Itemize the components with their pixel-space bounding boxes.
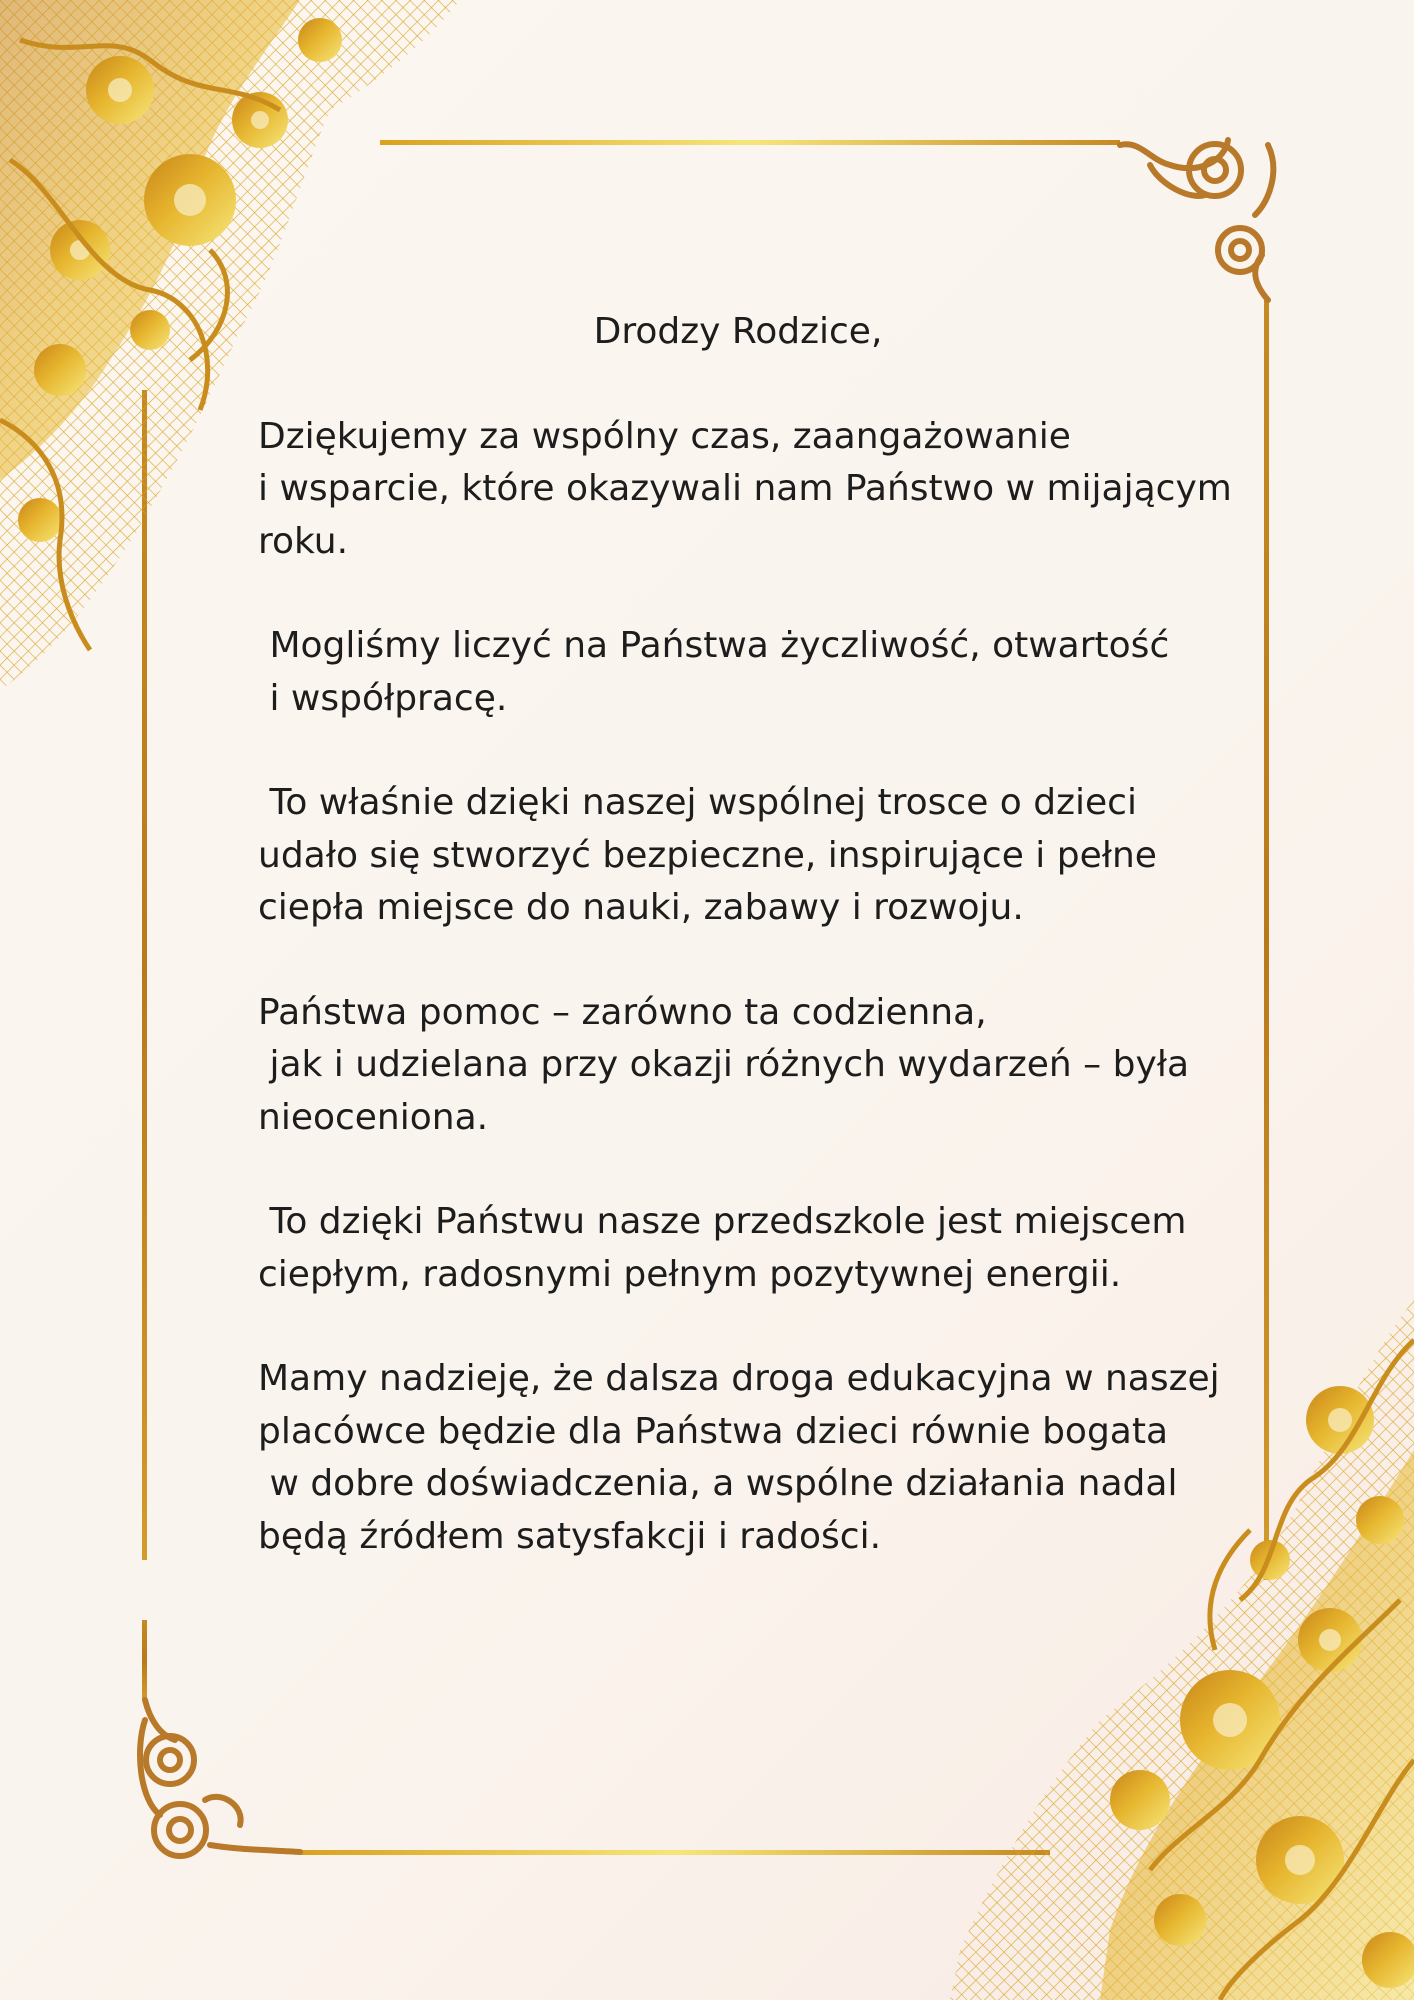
letter-body bbox=[258, 306, 1238, 1615]
greeting: Drodzy Rodzice, bbox=[593, 311, 883, 352]
text-line: udało się stworzyć bezpieczne, inspirujące i pełne bbox=[258, 834, 1157, 876]
corner-scroll-bottom-left bbox=[140, 1700, 300, 1856]
text-line: Mamy nadzieję, że dalsza droga edukacyjna w naszej bbox=[258, 1358, 1220, 1399]
frame-bottom-line bbox=[300, 1850, 1050, 1855]
paragraph-hope bbox=[258, 1353, 1238, 1563]
paragraph-kindness bbox=[258, 620, 1238, 725]
paragraph-kindergarten bbox=[258, 1196, 1238, 1301]
text-line: Dziękujemy za wspólny czas, zaangażowanie bbox=[258, 415, 1071, 457]
text-line: To dzięki Państwu nasze przedszkole jest miejscem bbox=[258, 1201, 1187, 1242]
paragraph-care bbox=[258, 777, 1238, 935]
text-line: ciepła miejsce do nauki, zabawy i rozwoju. bbox=[258, 887, 1024, 928]
text-line: ciepłym, radosnymi pełnym pozytywnej energii. bbox=[258, 1253, 1122, 1295]
frame-left-line-bottom bbox=[142, 1620, 147, 1700]
text-line: w dobre doświadczenia, a wspólne działania nadal bbox=[258, 1463, 1178, 1504]
frame-right-line bbox=[1264, 300, 1269, 1580]
paragraph-help bbox=[258, 987, 1238, 1145]
text-line: nieoceniona. bbox=[258, 1096, 489, 1138]
frame-top-line bbox=[380, 140, 1120, 145]
text-line: roku. bbox=[258, 520, 349, 562]
text-line: będą źródłem satysfakcji i radości. bbox=[258, 1515, 882, 1557]
text-line: Mogliśmy liczyć na Państwa życzliwość, otwartość bbox=[258, 625, 1170, 666]
corner-scroll-top-right bbox=[1120, 140, 1273, 300]
text-line: To właśnie dzięki naszej wspólnej trosce o dzieci bbox=[258, 782, 1137, 823]
text-line: placówce będzie dla Państwa dzieci równie bogata bbox=[258, 1410, 1169, 1452]
text-line: Państwa pomoc – zarówno ta codzienna, bbox=[258, 991, 987, 1033]
text-line: i wsparcie, które okazywali nam Państwo w mijającym bbox=[258, 468, 1232, 509]
paragraph-thanks bbox=[258, 411, 1238, 569]
frame-left-line bbox=[142, 390, 147, 1560]
text-line: jak i udzielana przy okazji różnych wydarzeń – była bbox=[258, 1044, 1190, 1085]
text-line: i współpracę. bbox=[258, 677, 508, 719]
